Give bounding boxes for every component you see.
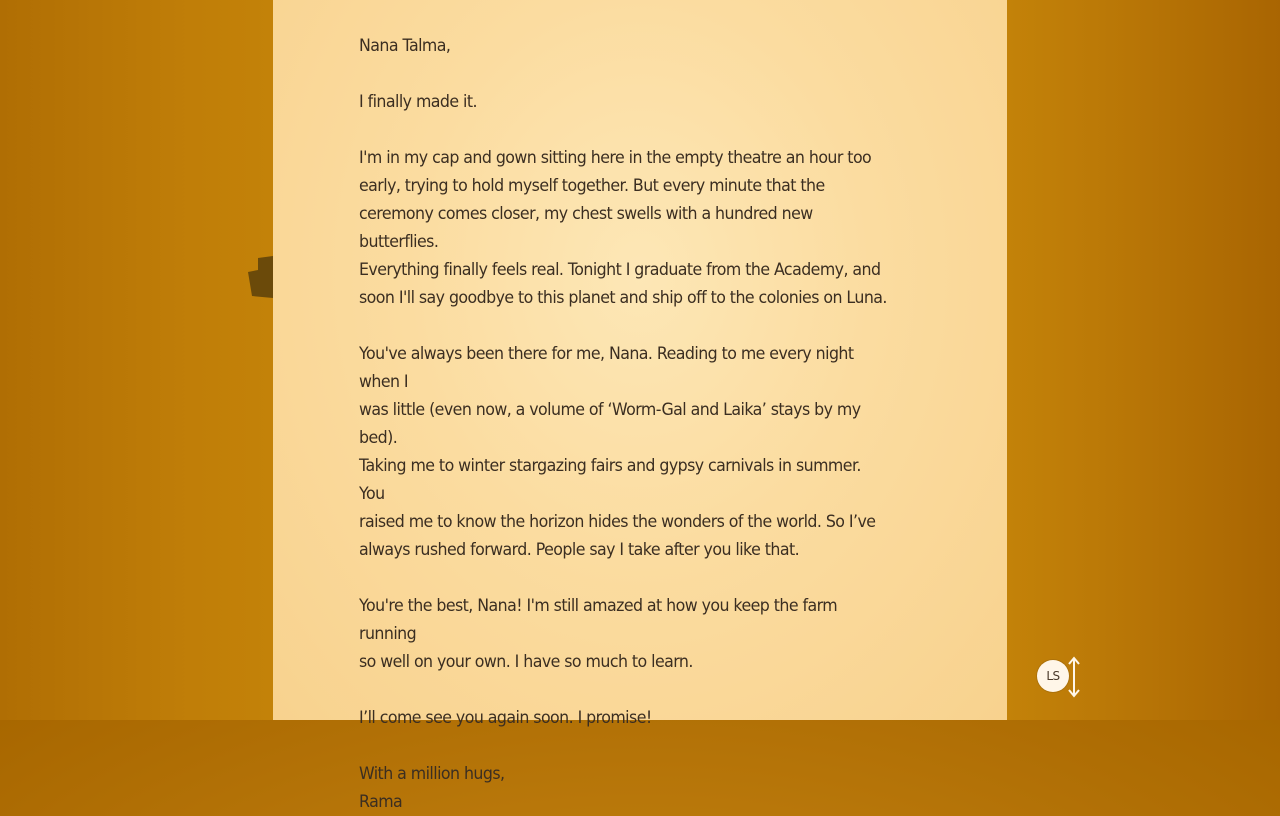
letter-closing: With a million hugs, [359, 764, 505, 784]
background-left [0, 0, 273, 720]
letter-paragraph: I finally made it. [359, 92, 477, 112]
letter-paragraph: You're the best, Nana! I'm still amazed at how you keep the farm running so well on your own. I have so much to learn. [359, 596, 838, 672]
letter-signature: Rama [359, 792, 403, 812]
letter-paragraph: I’ll come see you again soon. I promise! [359, 708, 652, 728]
scroll-hint[interactable] [1036, 656, 1086, 698]
letter-salutation: Nana Talma, [359, 36, 451, 56]
paper-shard-left-dark [244, 254, 276, 302]
background-right [1007, 0, 1280, 720]
letter-paragraph: You've always been there for me, Nana. Reading to me every night when I was little (even now, a volume of ‘Worm-Gal and Laika’ stays by my bed). Taking me to winter stargazing fairs and gypsy carnivals in summer. You raised me to know the horizon hides the wonders of the world. So I’ve always rushed forward. People say I take after you like that. [359, 344, 876, 560]
left-stick-button-icon: LS [1037, 660, 1069, 692]
letter-paper [273, 0, 1007, 812]
letter-body [359, 32, 889, 816]
letter-paragraph: I'm in my cap and gown sitting here in the empty theatre an hour too early, trying to hold myself together. But every minute that the ceremony comes closer, my chest swells with a hundred new butterflies. Everything finally feels real. Tonight I graduate from the Academy, and soon I'll say goodbye to this planet and ship off to the colonies on Luna. [359, 148, 887, 308]
up-down-arrow-icon [1066, 656, 1082, 698]
